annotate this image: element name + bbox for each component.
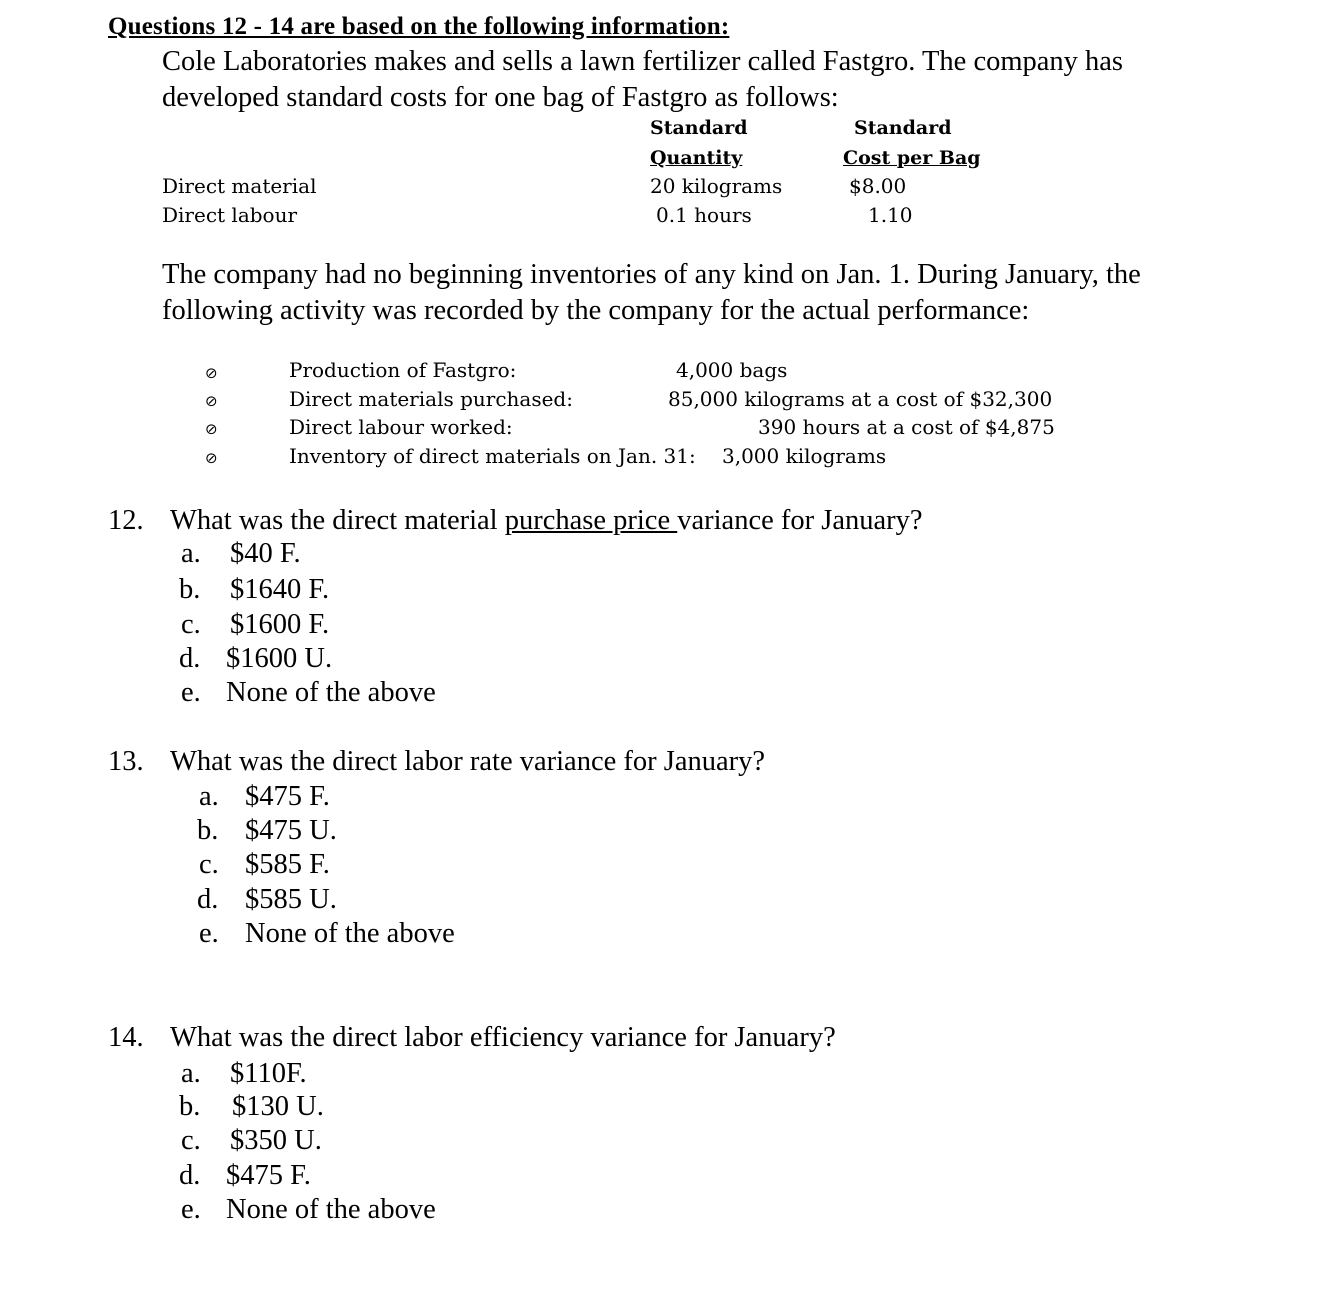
question-text: What was the direct labor rate variance for January? [170,746,766,777]
intro-paragraph: Cole Laboratories makes and sells a lawn fertilizer called Fastgro. The company has developed standard costs for one bag of Fastgro as follows: [162,46,1124,113]
question-number: 12. [108,505,144,536]
option-letter: b. [179,574,201,605]
option-letter: d. [179,643,201,674]
option-letter: a. [199,781,219,812]
option-text: $1640 F. [230,574,330,605]
question-number: 13. [108,746,144,777]
row-quantity-labour: 0.1 hours [656,203,752,227]
option-letter: e. [181,677,201,708]
option-text: $585 U. [245,884,337,915]
row-cost-material: $8.00 [849,174,907,198]
row-quantity-material: 20 kilograms [650,174,783,198]
question-text: What was the direct material [170,505,505,536]
option-letter: c. [199,849,219,880]
option-letter: a. [181,1058,201,1089]
question-text-underlined: purchase price [504,505,678,536]
option-letter: b. [197,815,219,846]
row-label-labour: Direct labour [162,203,298,227]
bullet-icon: ⊘ [205,420,218,438]
activity-value: 85,000 kilograms at a cost of $32,300 [668,387,1053,411]
option-text: None of the above [226,677,436,708]
option-text: None of the above [226,1194,436,1225]
option-text: $110F. [230,1058,307,1089]
quantity-header-line2: Quantity [650,147,743,169]
option-text: $475 F. [245,781,330,812]
option-letter: a. [181,538,201,569]
activity-paragraph: The company had no beginning inventories of any kind on Jan. 1. During January, the following activity was recorded by the company for the actual performance: [162,259,1141,326]
option-text: $40 F. [230,538,301,569]
option-text: $130 U. [232,1091,324,1122]
activity-label: Inventory of direct materials on Jan. 31: [289,444,696,468]
bullet-icon: ⊘ [205,364,218,382]
cost-header-line2: Cost per Bag [843,147,981,169]
activity-label: Production of Fastgro: [289,358,517,382]
activity-value: 4,000 bags [676,358,788,382]
option-text: $585 F. [245,849,330,880]
bullet-icon: ⊘ [205,449,218,467]
option-letter: b. [179,1091,201,1122]
activity-label: Direct materials purchased: [289,387,573,411]
row-cost-labour: 1.10 [868,203,913,227]
row-label-material: Direct material [162,174,317,198]
activity-value: 390 hours at a cost of $4,875 [758,415,1055,439]
option-text: $475 F. [226,1160,311,1191]
question-text: What was the direct labor efficiency variance for January? [170,1022,836,1053]
option-text: $475 U. [245,815,337,846]
option-letter: d. [179,1160,201,1191]
cost-header-line1: Standard [854,117,952,139]
activity-value: 3,000 kilograms [722,444,887,468]
option-text: $1600 F. [230,609,330,640]
section-heading: Questions 12 - 14 are based on the following information: [108,13,730,40]
option-letter: e. [181,1194,201,1225]
option-text: $1600 U. [226,643,333,674]
option-text: $350 U. [230,1125,322,1156]
option-letter: c. [181,609,201,640]
activity-label: Direct labour worked: [289,415,513,439]
option-letter: e. [199,918,219,949]
option-letter: c. [181,1125,201,1156]
question-text: variance for January? [677,505,923,536]
bullet-icon: ⊘ [205,392,218,410]
question-number: 14. [108,1022,144,1053]
quantity-header-line1: Standard [650,117,748,139]
option-text: None of the above [245,918,455,949]
option-letter: d. [197,884,219,915]
